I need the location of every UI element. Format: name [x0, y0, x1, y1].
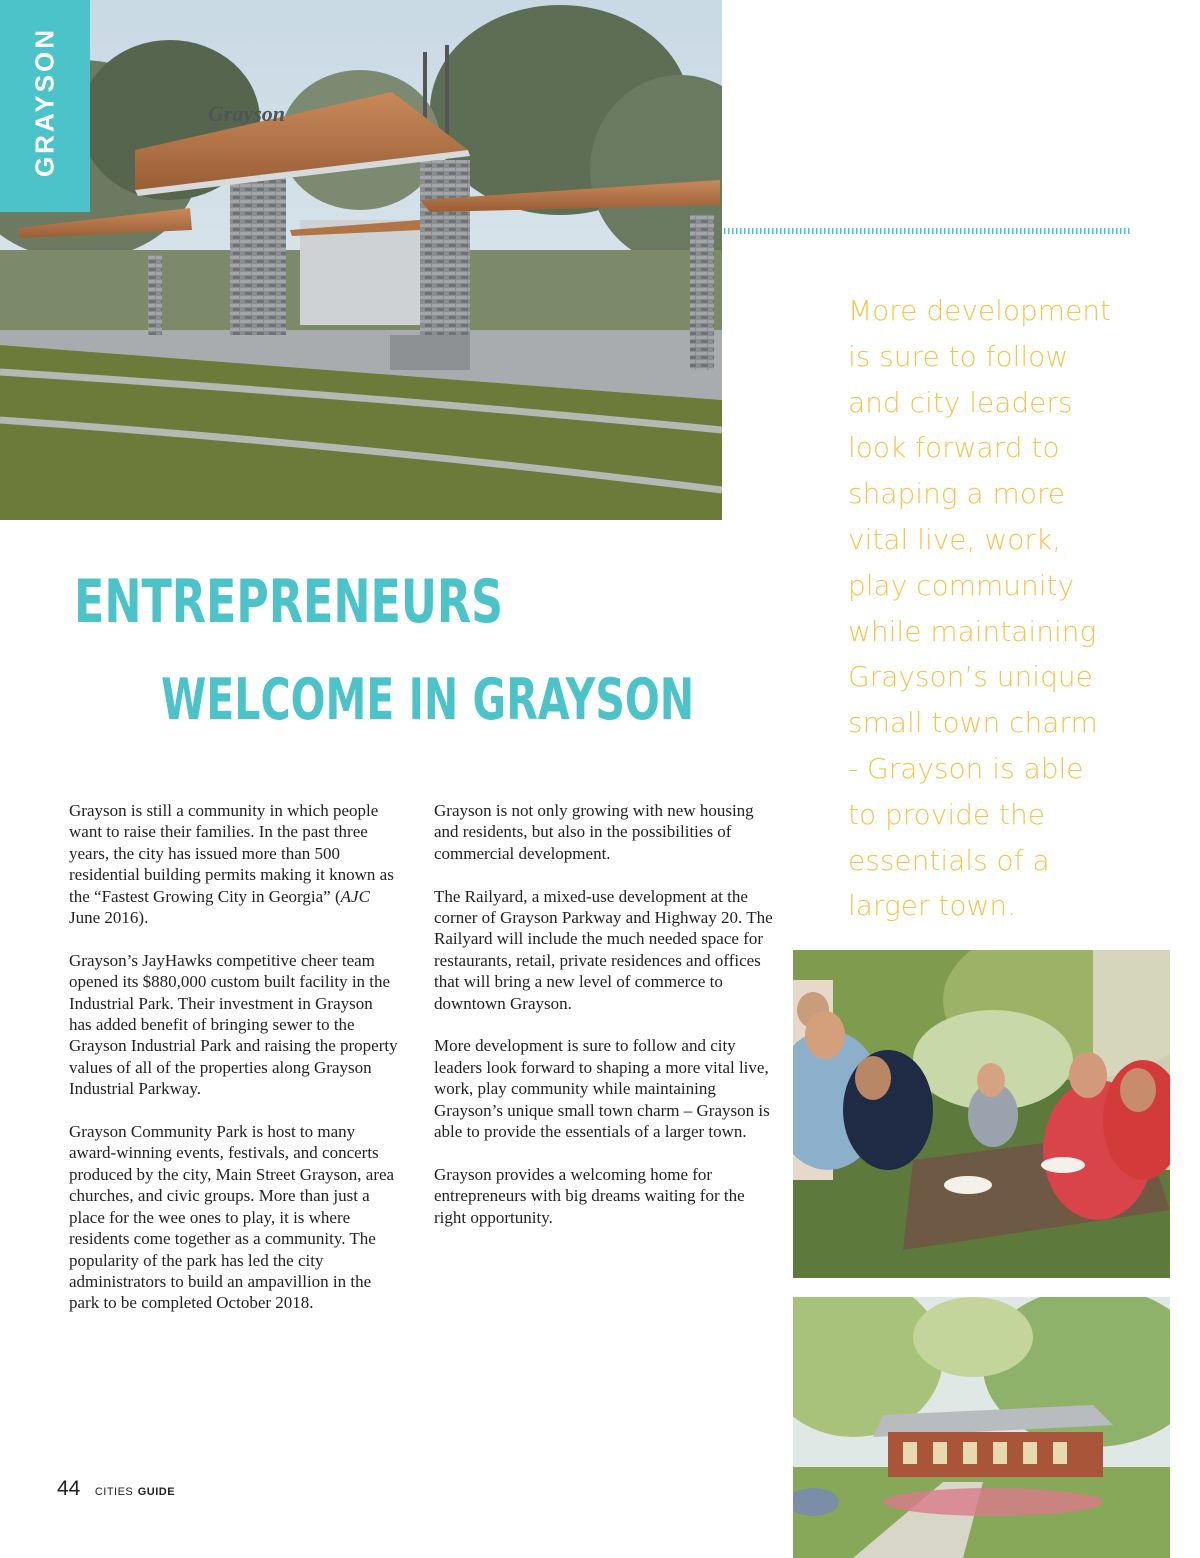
pull-quote-line: vital live, work,	[848, 522, 1061, 556]
headline-line-2: WELCOME IN GRAYSON	[161, 667, 695, 733]
publication-name-bold: GUIDE	[137, 1486, 176, 1498]
article-paragraph: Grayson provides a welcoming home for entrepreneurs with big dreams waiting for the right opportunity.	[434, 1164, 745, 1227]
citation-ajc: AJC	[340, 886, 370, 906]
publication-name: CITIES	[94, 1486, 134, 1498]
pull-quote-line: to provide the	[848, 797, 1046, 831]
photo-group-dining	[793, 950, 1170, 1278]
pull-quote-line: and city leaders	[848, 385, 1073, 419]
pull-quote-line: while maintaining	[848, 614, 1097, 648]
pull-quote-line: Grayson’s unique	[848, 660, 1093, 694]
pull-quote-line: small town charm	[848, 706, 1098, 740]
pull-quote-line: is sure to follow	[848, 339, 1069, 373]
section-tab-label: GRAYSON	[29, 26, 60, 178]
pull-quote	[848, 288, 1148, 929]
page-footer	[57, 1477, 175, 1501]
headline-line-1: ENTREPRENEURS	[74, 567, 504, 637]
article-paragraph: Grayson Community Park is host to many award-winning events, festivals, and concerts produced by the city, Main Street Grayson, area churches, and civic groups. More than just a place for the wee ones to play, it is where residents come together as a community. The popularity of the park has led the city administrators to build an ampavillion in the park to be completed October 2018.	[69, 1122, 395, 1313]
article-column-right	[434, 800, 774, 1249]
pull-quote-line: shaping a more	[848, 477, 1066, 511]
article-text: June 2016).	[69, 908, 149, 928]
article-paragraph: Grayson’s JayHawks competitive cheer team opened its $880,000 custom built facility in the Industrial Park. Their investment in Grayson has added benefit of bringing sewer to the Grayson Industrial Park and raising the property values of all of the properties along Grayson Industrial Parkway.	[69, 950, 398, 1099]
hero-sign-text: Grayson	[208, 101, 286, 126]
article-paragraph: Grayson is not only growing with new housing and residents, but also in the possibilities of commercial development.	[434, 801, 754, 863]
article-paragraph: More development is sure to follow and city leaders look forward to shaping a more vital live, work, play community while maintaining Grayson’s unique small town charm – Grayson is able to provide the essentials of a larger town.	[434, 1036, 770, 1142]
hero-image-amphitheater	[0, 0, 722, 520]
section-tab	[0, 0, 90, 212]
article-paragraph	[69, 800, 399, 928]
page-number: 44	[57, 1477, 81, 1500]
article-text: Grayson is still a community in which people want to raise their families. In the past three years, the city has issued more than 500 residential building permits making it known as the “Fastest Growing City in Georgia” (	[69, 801, 394, 906]
pull-quote-line: larger town.	[848, 889, 1017, 923]
pull-quote-line: More development	[848, 294, 1112, 327]
pull-quote-line: essentials of a	[848, 843, 1050, 877]
pull-quote-line: - Grayson is able	[848, 751, 1084, 785]
decorative-divider	[724, 228, 1130, 234]
illustration-railyard	[793, 1297, 1170, 1558]
pull-quote-line: look forward to	[848, 431, 1060, 465]
pull-quote-line: play community	[848, 568, 1075, 602]
article-paragraph: The Railyard, a mixed-use development at the corner of Grayson Parkway and Highway 20. The Railyard will include the much needed space for restaurants, retail, private residences and offices that will bring a new level of commerce to downtown Grayson.	[434, 886, 773, 1013]
article-column-left	[69, 800, 399, 1335]
